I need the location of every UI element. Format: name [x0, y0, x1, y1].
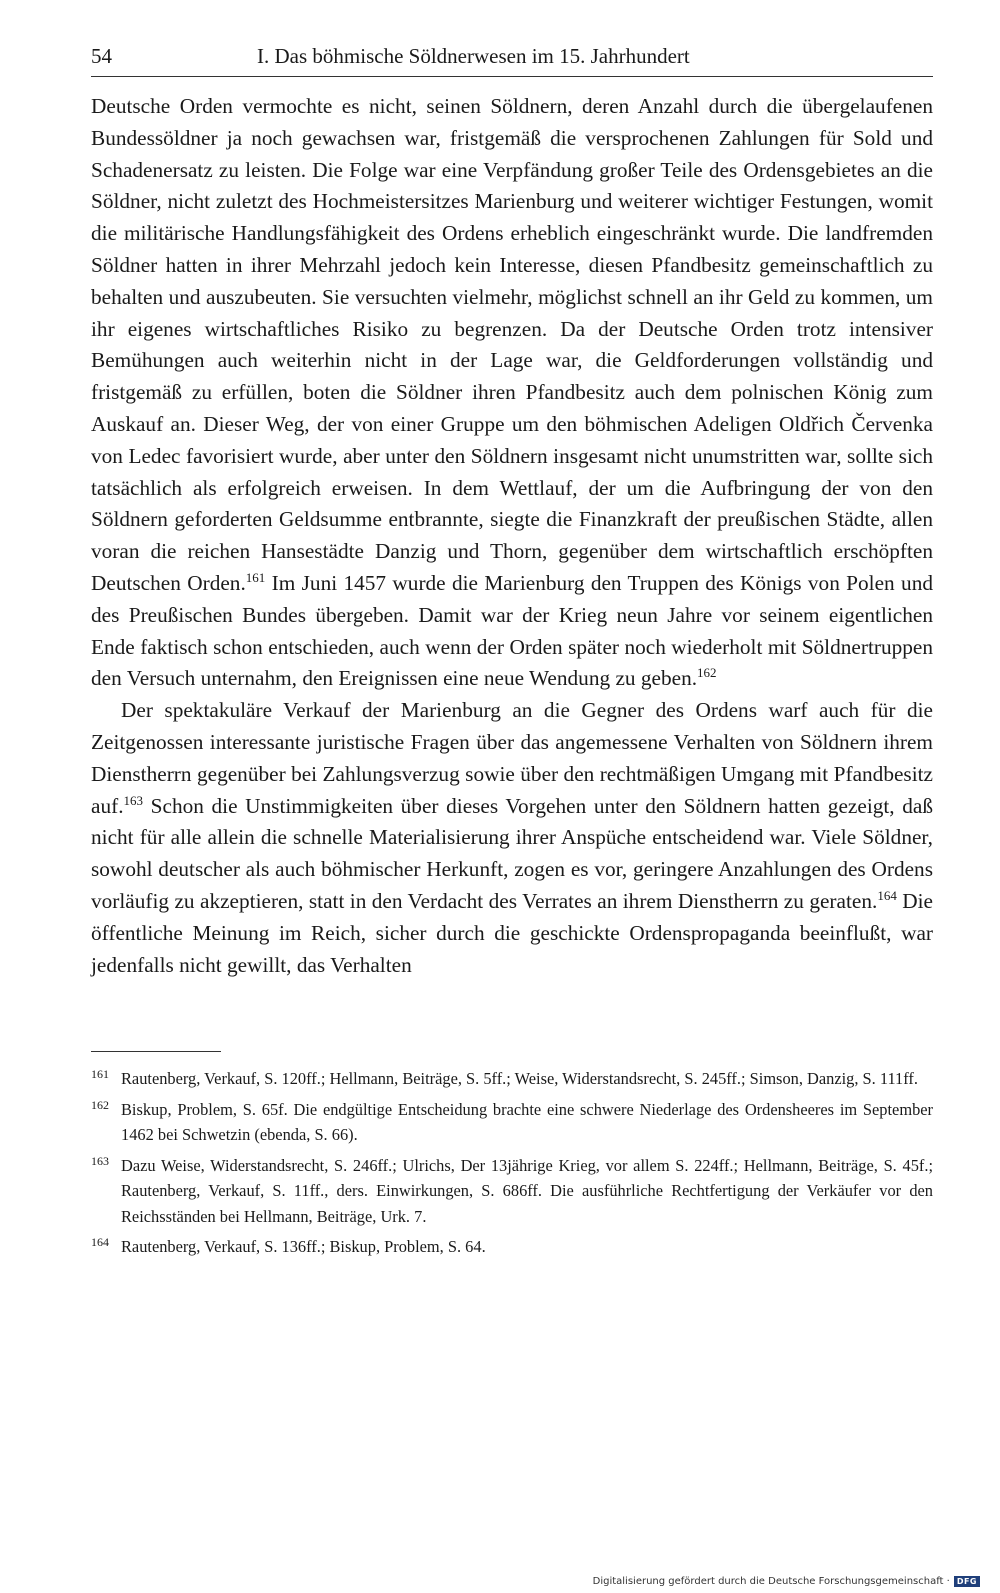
running-title: I. Das böhmische Söldnerwesen im 15. Jahrhundert — [257, 44, 690, 68]
paragraph-2-text-a: Der spektakuläre Verkauf der Marienburg an die Gegner des Ordens warf auch für die Zeitgenossen interessante juristische Fragen über das angemessene Verhalten von Söldnern ihrem Dienstherrn gegenüber bei Zahlungsverzug sowie über den rechtmäßigen Umgang mit Pfandbesitz auf. — [91, 698, 933, 818]
funding-note — [593, 1576, 980, 1587]
footnote-ref-162[interactable]: 162 — [697, 665, 717, 681]
paragraph-1-text-a: Deutsche Orden vermochte es nicht, seinen Söldnern, deren Anzahl durch die übergelaufenen Bundessöldner ja noch gewachsen war, fristgemäß die versprochenen Zahlungen für Sold und Schadenersatz zu leisten. Die Folge war eine Verpfändung großer Teile des Ordensgebietes an die Söldner, nicht zuletzt des Hochmeistersitzes Marienburg und weiterer wichtiger Festungen, womit die militärische Handlungsfähigkeit des Ordens erheblich eingeschränkt wurde. Die landfremden Söldner hatten in ihrer Mehrzahl jedoch kein Interesse, diesen Pfandbesitz gemeinschaftlich zu behalten und auszubeuten. Sie versuchten vielmehr, möglichst schnell an ihr Geld zu kommen, um ihr eigenes wirtschaftliches Risiko zu begrenzen. Da der Deutsche Orden trotz intensiver Bemühungen auch weiterhin nicht in der Lage war, die Geldforderungen vollständig und fristgemäß zu erfüllen, boten die Söldner ihren Pfandbesitz auch dem polnischen König zum Auskauf an. Dieser Weg, der von einer Gruppe um den böhmischen Adeligen Oldřich Červenka von Ledec favorisiert wurde, aber unter den Söldnern insgesamt nicht unumstritten war, sollte sich tatsächlich als erfolgreich erweisen. In dem Wettlauf, der um die Aufbringung der von den Söldnern geforderten Geldsumme entbrannte, siegte die Finanzkraft der preußischen Städte, allen voran die reichen Hansestädte Danzig und Thorn, gegenüber dem wirtschaftlich erschöpften Deutschen Orden. — [91, 94, 933, 595]
footnotes — [91, 1066, 933, 1260]
funding-text: Digitalisierung gefördert durch die Deutsche Forschungsgemeinschaft · — [592, 1576, 950, 1587]
paragraph-1 — [91, 91, 933, 695]
footnote-ref-163[interactable]: 163 — [123, 792, 144, 808]
footnote-162: 162 Biskup, Problem, S. 65f. Die endgültige Entscheidung brachte eine schwere Niederlage des Ordensheeres im September 1462 bei Schwetzin (ebenda, S. 66). — [91, 1097, 933, 1145]
page-number: 54 — [91, 44, 112, 68]
paragraph-2-text-c: Die öffentliche Meinung im Reich, sicher durch die geschickte Ordenspropaganda beeinflußt, war jedenfalls nicht gewillt, das Verhalten — [91, 888, 933, 977]
page-header — [91, 44, 933, 77]
footnote-text: Biskup, Problem, S. 65f. Die endgültige Entscheidung brachte eine schwere Niederlage des Ordensheeres im September 1462 bei Schwetzin (ebenda, S. 66). — [121, 1099, 933, 1145]
footnote-161: 161 Rautenberg, Verkauf, S. 120ff.; Hellmann, Beiträge, S. 5ff.; Weise, Widerstandsrecht, S. 245ff.; Simson, Danzig, S. 111ff. — [91, 1067, 918, 1089]
dfg-logo-icon: DFG — [954, 1576, 980, 1587]
footnote-163: 163 Dazu Weise, Widerstandsrecht, S. 246ff.; Ulrichs, Der 13jährige Krieg, vor allem S. 224ff.; Hellmann, Beiträge, S. 45f.; Rautenberg, Verkauf, S. 11ff., ders. Einwirkungen, S. 686ff. Die ausführliche Rechtfertigung der Verkäufer vor den Reichsständen bei Hellmann, Beiträge, Urk. 7. — [91, 1153, 933, 1226]
paragraph-2 — [91, 695, 933, 981]
paragraph-1-text-b: Im Juni 1457 wurde die Marienburg den Truppen des Königs von Polen und des Preußischen Bundes übergeben. Damit war der Krieg neun Jahre vor seinem eigentlichen Ende faktisch schon entschieden, auch wenn der Orden später noch wiederholt mit Söldnertruppen den Versuch unternahm, den Ereignissen eine neue Wendung zu geben. — [91, 570, 933, 691]
book-page — [91, 44, 933, 1265]
footnote-text: Rautenberg, Verkauf, S. 136ff.; Biskup, Problem, S. 64. — [121, 1237, 486, 1257]
footnote-ref-161[interactable]: 161 — [245, 569, 266, 585]
paragraph-2-text-b: Schon die Unstimmigkeiten über dieses Vorgehen unter den Söldnern hatten gezeigt, daß nicht für alle allein die schnelle Materialisierung ihrer Anspüche entscheidend war. Viele Söldner, sowohl deutscher als auch böhmischer Herkunft, zogen es vor, geringere Anzahlungen des Ordens vorläufig zu akzeptieren, statt in den Verdacht des Verrates an ihrem Dienstherrn zu geraten. — [91, 793, 933, 913]
footnote-164: 164 Rautenberg, Verkauf, S. 136ff.; Biskup, Problem, S. 64. — [91, 1235, 486, 1257]
body-text — [91, 91, 933, 981]
footnote-text: Rautenberg, Verkauf, S. 120ff.; Hellmann, Beiträge, S. 5ff.; Weise, Widerstandsrecht, S. 245ff.; Simson, Danzig, S. 111ff. — [121, 1069, 918, 1089]
footnote-divider — [91, 1051, 221, 1052]
footnote-text: Dazu Weise, Widerstandsrecht, S. 246ff.; Ulrichs, Der 13jährige Krieg, vor allem S. 224ff.; Hellmann, Beiträge, S. 45f.; Rautenberg, Verkauf, S. 11ff., ders. Einwirkungen, S. 686ff. Die ausführliche Rechtfertigung der Verkäufer vor den Reichsständen bei Hellmann, Beiträge, Urk. 7. — [121, 1155, 933, 1226]
footnote-ref-164[interactable]: 164 — [877, 887, 897, 903]
